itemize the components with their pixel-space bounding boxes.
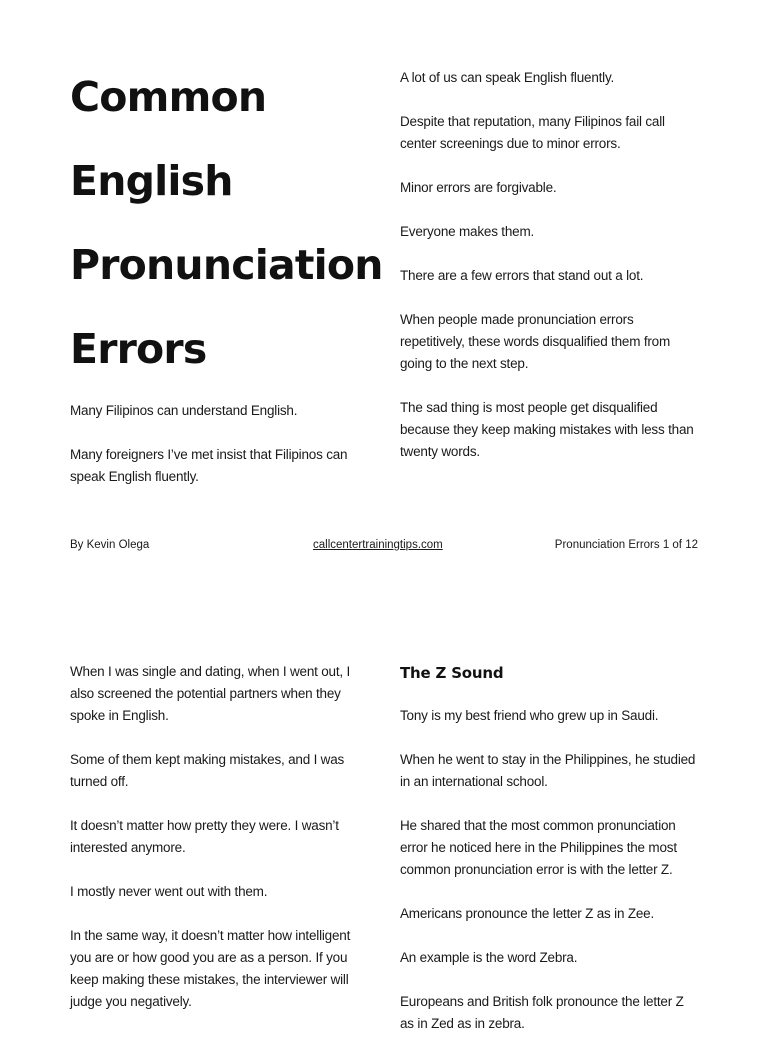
page2-left-column (70, 661, 362, 1035)
document-page-2 (0, 580, 768, 1031)
paragraph: The sad thing is most people get disqualified because they keep making mistakes with less than twenty words. (400, 400, 694, 459)
paragraph: In the same way, it doesn’t matter how intelligent you are or how good you are as a person. If you keep making these mistakes, the interviewer will judge you negatively. (70, 928, 351, 1009)
paragraph: It doesn’t matter how pretty they were. I wasn’t interested anymore. (70, 818, 339, 855)
paragraph: An example is the word Zebra. (400, 950, 578, 965)
footer-page-number: Pronunciation Errors 1 of 12 (554, 539, 698, 551)
document-title (70, 55, 383, 391)
paragraph: Many Filipinos can understand English. (70, 403, 298, 418)
footer-author: By Kevin Olega (70, 539, 150, 551)
page2-right-column (400, 661, 700, 1057)
footer-site-link[interactable]: callcentertrainingtips.com (313, 539, 443, 551)
title-line: Pronunciation (70, 241, 383, 289)
paragraph: There are a few errors that stand out a lot. (400, 268, 644, 283)
paragraph: Americans pronounce the letter Z as in Zee. (400, 906, 655, 921)
paragraph: Minor errors are forgivable. (400, 180, 557, 195)
paragraph: Many foreigners I’ve met insist that Filipinos can speak English fluently. (70, 447, 348, 484)
paragraph: Everyone makes them. (400, 224, 535, 239)
paragraph: I mostly never went out with them. (70, 884, 268, 899)
paragraph: Europeans and British folk pronounce the letter Z as in Zed as in zebra. (400, 994, 684, 1031)
paragraph: When people made pronunciation errors repetitively, these words disqualified them from going to the next step. (400, 312, 671, 371)
paragraph: A lot of us can speak English fluently. (400, 70, 615, 85)
paragraph: He shared that the most common pronunciation error he noticed here in the Philippines the most common pronunciation error is with the letter Z. (400, 818, 677, 877)
page1-right-column (400, 67, 700, 485)
page1-left-column (70, 400, 362, 510)
page-footer (70, 537, 698, 553)
paragraph: When I was single and dating, when I went out, I also screened the potential partners when they spoke in English. (70, 664, 351, 723)
paragraph: When he went to stay in the Philippines, he studied in an international school. (400, 752, 696, 789)
title-line: Common (70, 73, 267, 121)
paragraph: Despite that reputation, many Filipinos fail call center screenings due to minor errors. (400, 114, 665, 151)
paragraph: Tony is my best friend who grew up in Saudi. (400, 708, 659, 723)
paragraph: Some of them kept making mistakes, and I was turned off. (70, 752, 345, 789)
title-line: English (70, 157, 233, 205)
section-heading: The Z Sound (400, 664, 504, 682)
title-line: Errors (70, 325, 207, 373)
